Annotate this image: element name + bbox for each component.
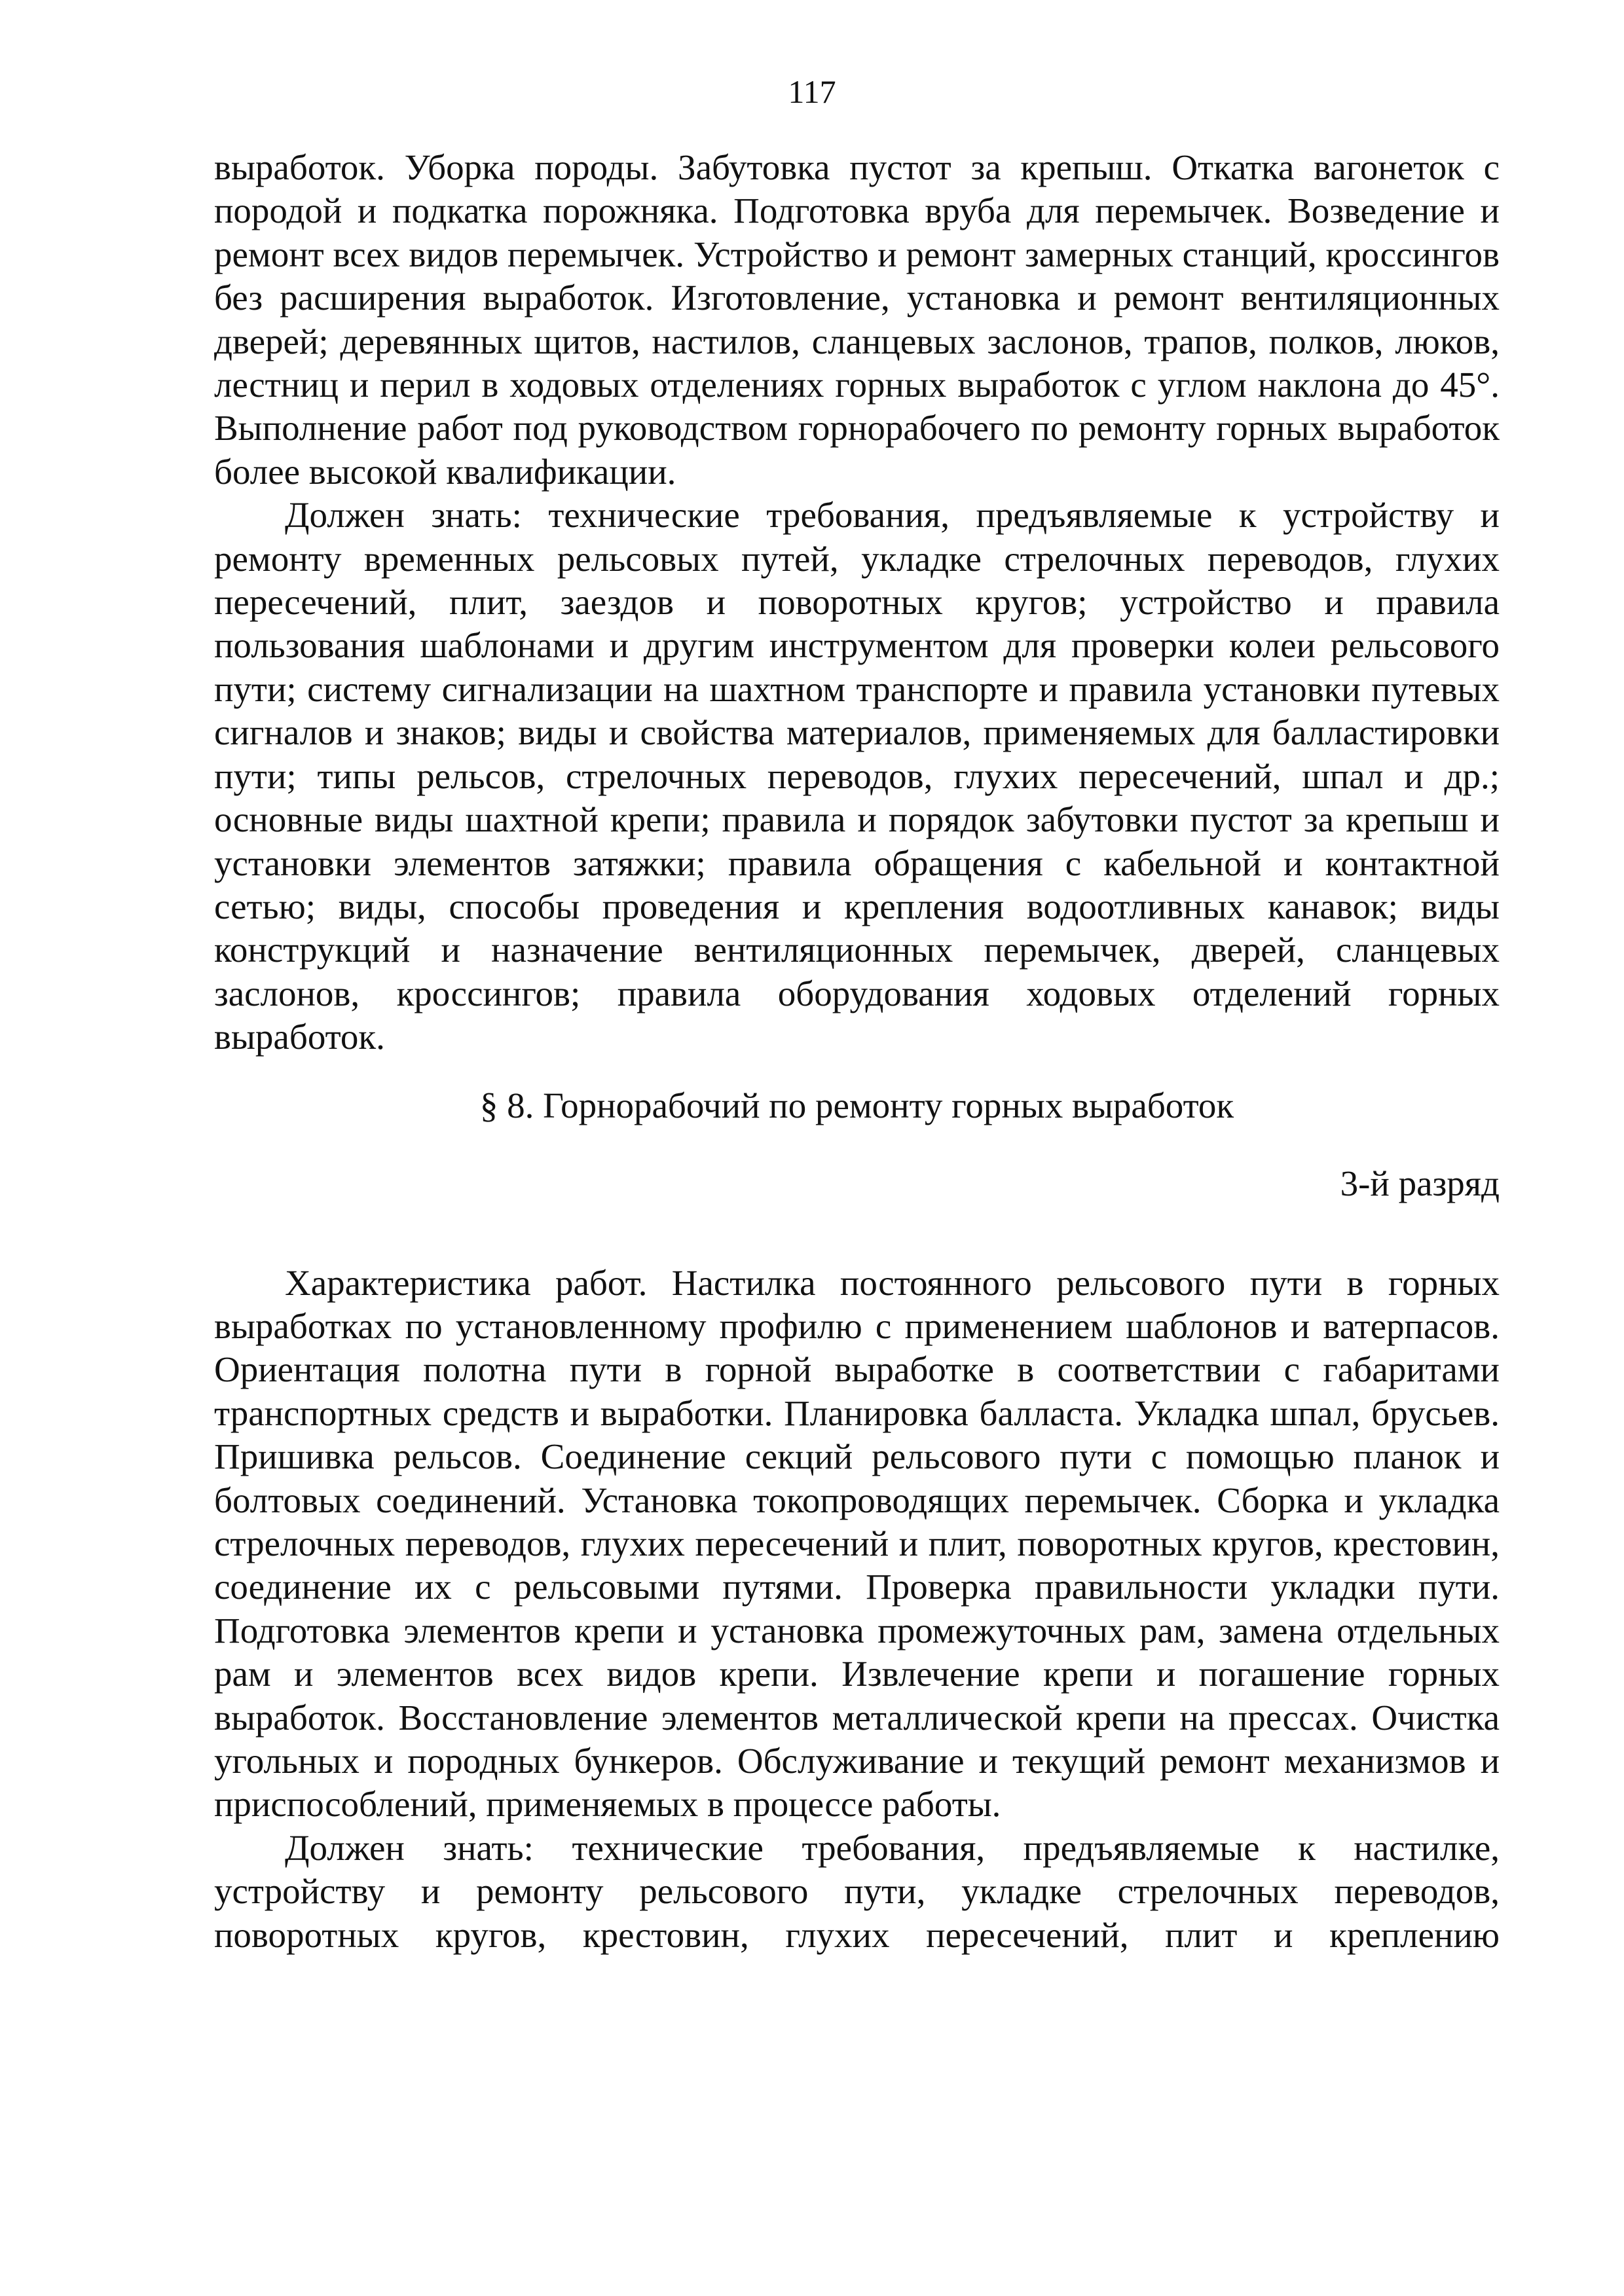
- grade-label: 3-й разряд: [1340, 1163, 1500, 1203]
- paragraph-work-characteristics: Характеристика работ. Настилка постоянного рельсового пути в горных выработках по установленному профилю с применением шаблонов и ватерпасов. Ориентация полотна пути в горной выработке в соответствии с габаритами транспортных средств и выработки. Планировка балласта. Укладка шпал, брусьев. Пришивка рельсов. Соединение секций рельсового пути с помощью планок и болтовых соединений. Установка токопроводящих перемычек. Сборка и укладка стрелочных переводов, глухих пересечений и плит, поворотных кругов, крестовин, соединение их с рельсовыми путями. Проверка правильности укладки пути. Подготовка элементов крепи и установка промежуточных рам, замена отдельных рам и элементов всех видов крепи. Извлечение крепи и погашение горных выработок. Восстановление элементов металлической крепи на прессах. Очистка угольных и породных бункеров. Обслуживание и текущий ремонт механизмов и приспособлений, применяемых в процессе работы.: [214, 1262, 1500, 1825]
- section-heading: § 8. Горнорабочий по ремонту горных выработок: [479, 1085, 1234, 1125]
- paragraph-continuation: выработок. Уборка породы. Забутовка пустот за крепыш. Откатка вагонеток с породой и подкатка порожняка. Подготовка вруба для перемычек. Возведение и ремонт всех видов перемычек. Устройство и ремонт замерных станций, кроссингов без расширения выработок. Изготовление, установка и ремонт вентиляционных дверей; деревянных щитов, настилов, сланцевых заслонов, трапов, полков, люков, лестниц и перил в ходовых отделениях горных выработок с углом наклона до 45°. Выполнение работ под руководством горнорабочего по ремонту горных выработок более высокой квалификации.: [214, 147, 1500, 492]
- paragraph-must-know-grade-2: Должен знать: технические требования, предъявляемые к устройству и ремонту временных рельсовых путей, укладке стрелочных переводов, глухих пересечений, плит, заездов и поворотных кругов; устройство и правила пользования шаблонами и другим инструментом для проверки колеи рельсового пути; систему сигнализации на шахтном транспорте и правила установки путевых сигналов и знаков; виды и свойства материалов, применяемых для балластировки пути; типы рельсов, стрелочных переводов, глухих пересечений, шпал и др.; основные виды шахтной крепи; правила и порядок забутовки пустот за крепыш и установки элементов затяжки; правила обращения с кабельной и контактной сетью; виды, способы проведения и крепления водоотливных канавок; виды конструкций и назначение вентиляционных перемычек, дверей, сланцевых заслонов, кроссингов; правила оборудования ходовых отделений горных выработок.: [214, 495, 1500, 1057]
- paragraph-must-know-grade-3: Должен знать: технические требования, предъявляемые к настилке, устройству и ремонту рельсового пути, укладке стрелочных переводов, поворотных кругов, крестовин, глухих пересечений, плит и креплению: [214, 1827, 1500, 1955]
- page-content: [214, 146, 1500, 1957]
- page-number: 117: [788, 73, 836, 110]
